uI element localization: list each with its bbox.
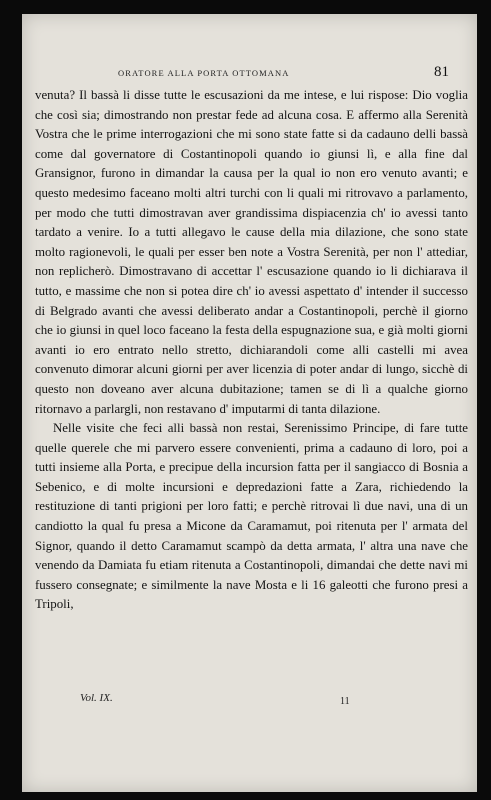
- running-title: ORATORE ALLA PORTA OTTOMANA: [118, 68, 290, 78]
- page-footer: [22, 692, 477, 710]
- page-number: 81: [434, 64, 449, 80]
- body-text: [35, 86, 468, 615]
- paragraph-2: Nelle visite che feci alli bassà non restai, Serenissimo Principe, di fare tutte quelle querele che mi parvero essere convenienti, prima a cadauno di loro, poi a tutti insieme alla Porta, e precipue della incursion fatta per il sangiacco di Bosnia a Sebenico, e di molte incursioni e depredazioni fatte a Zara, richiedendo la restituzione di tanti prigioni per loro fatti; e perchè ritrovai lì due navi, una di un candiotto la qual fu presa a Micone da Caramamut, poi ritenuta per l' armata del Signor, quando il detto Caramamut scampò da detta armata, l' altra una nave che venendo da Damiata fu etiam ritenuta a Costantinopoli, dimandai che dette navi mi fussero consegnate; e similmente la nave Mosta e li 16 galeotti che furono presi a Tripoli,: [35, 421, 468, 612]
- signature-mark: 11: [340, 696, 350, 707]
- book-page: [22, 14, 477, 792]
- paragraph-1: venuta? Il bassà li disse tutte le escusazioni da me intese, e lui rispose: Dio voglia che così sia; dimostrando non prestar fede ad alcuna cosa. E affermo alla Serenità Vostra che le prime interrogazioni che mi sono state fatte si da cadauno delli bassà come dal governatore di Costantinopoli quando io giunsi lì, e alla fine dal Gransignor, furono in dimandar la causa per la qual io non ero venuto avanti; e questo medesimo faceano molti altri turchi con li quali mi ritrovavo a parlamento, per modo che tutti dimostravan aver grandissima dispiacenzia ch' io avessi tanto tardato a venire. Io a tutti allegavo le cause della mia dilazione, che sono state molto ragionevoli, le quali per esser ben note a Vostra Serenità, per non l' attediar, non replicherò. Dimostravano di accettar l' escusazione quando io li dichiarava il tutto, e massime che non si potea dire ch' io avessi aspettato d' intender il successo di Belgrado avanti che avessi deliberato andar a Costantinopoli, perchè il giorno che io giunsi in quel loco faceano la festa della espugnazione sua, e già molti giorni avanti io ero entrato nello stretto, dichiarandoli come alli castelli mi avea convenuto dimorar alcuni giorni per aver licenzia di poter andar di lungo, sicchè di questo non doveano aver alcuna dubitazione; tamen se di lì a qualche giorno ritornavo a parlargli, non restavano d' imputarmi di tanta dilazione.: [35, 88, 468, 416]
- volume-label: Vol. IX.: [80, 692, 113, 704]
- running-head: [22, 64, 477, 86]
